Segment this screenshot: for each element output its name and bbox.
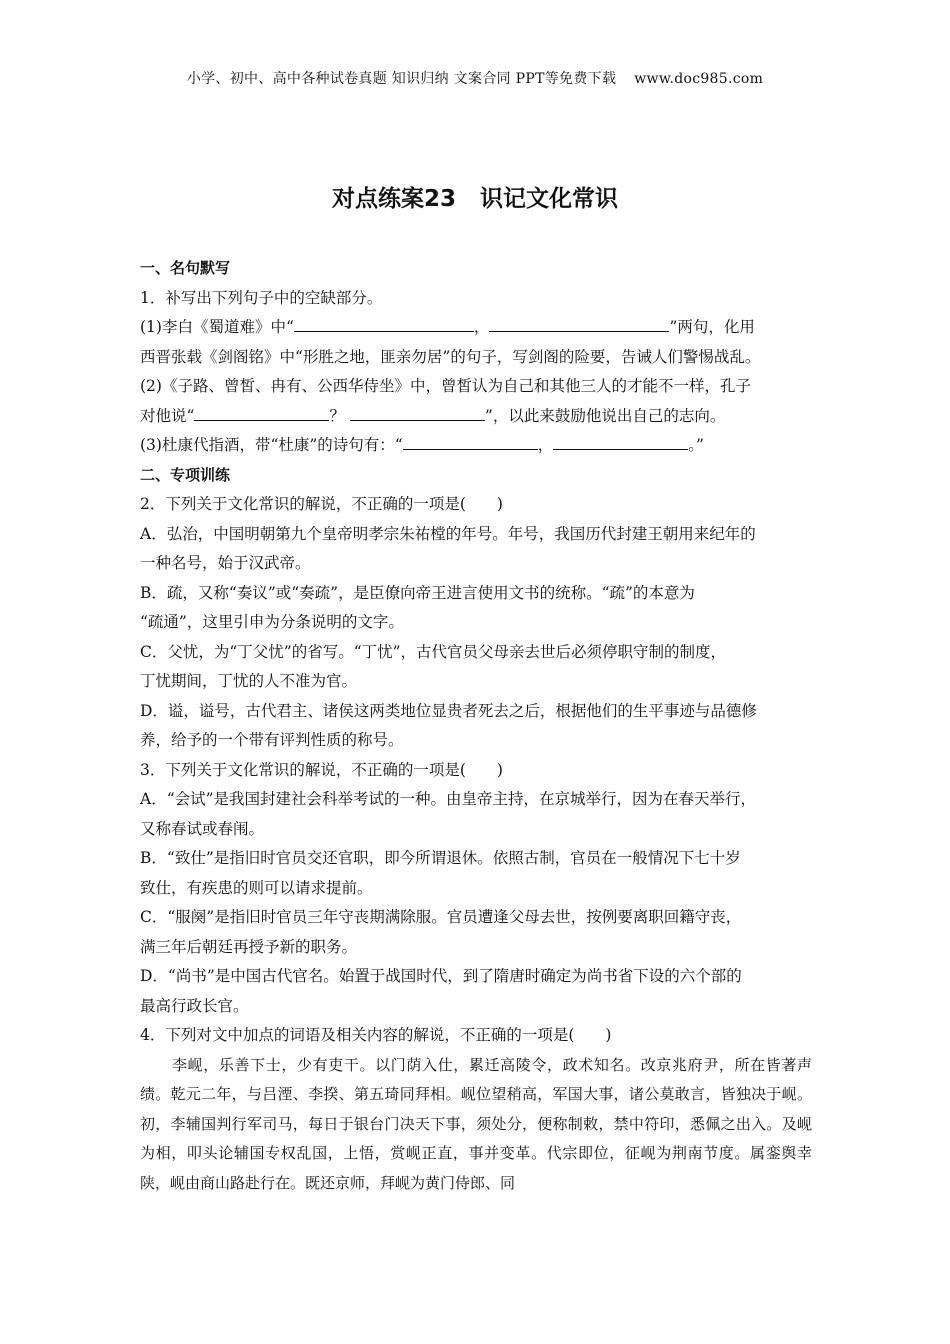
fill-blank[interactable] (294, 317, 474, 332)
section-heading: 二、专项训练 (140, 465, 231, 484)
option-line: 满三年后朝廷再授予新的职务。 (140, 937, 358, 956)
text-fragment: (1)李白《蜀道难》中“ (140, 318, 294, 336)
option-line: 最高行政长官。 (140, 996, 249, 1015)
text-fragment: (3)杜康代指酒，带“杜康”的诗句有：“ (140, 436, 403, 454)
fill-blank[interactable] (403, 435, 538, 450)
fill-blank[interactable] (194, 406, 329, 421)
question-stem: 3．下列关于文化常识的解说，不正确的一项是( ) (140, 760, 503, 779)
text-fragment: ”两句，化用 (669, 318, 755, 336)
option-line: D．谥，谥号，古代君主、诸侯这两类地位显贵者死去之后，根据他们的生平事迹与品德修 (140, 701, 757, 720)
section-heading: 一、名句默写 (140, 259, 231, 277)
fill-blank[interactable] (489, 317, 669, 332)
option-line: 又称春试或春闱。 (140, 819, 265, 838)
option-line: A．“会试”是我国封建社会科举考试的一种。由皇帝主持，在京城举行，因为在春天举行， (140, 790, 757, 808)
fill-blank[interactable] (350, 406, 485, 421)
document-body (140, 254, 812, 1198)
option-line: B．“致仕”是指旧时官员交还官职，即今所谓退休。依照古制，官员在一般情况下七十岁 (140, 849, 741, 867)
text-fragment: ？ (329, 406, 345, 425)
title-sub: 识记文化常识 (480, 186, 618, 212)
option-line: D．“尚书”是中国古代官名。始置于战国时代，到了隋唐时确定为尚书省下设的六个部的 (140, 967, 742, 985)
question-line (140, 402, 812, 432)
page-title (0, 180, 950, 213)
question-line (140, 431, 812, 461)
question-line: (2)《子路、曾皙、冉有、公西华侍坐》中，曾皙认为自己和其他三人的才能不一样，孔子 (140, 377, 751, 395)
text-fragment: 。” (688, 436, 704, 454)
page-header (0, 68, 950, 88)
text-fragment: 对他说“ (140, 406, 195, 425)
option-line: 丁忧期间，丁忧的人不准为官。 (140, 672, 358, 690)
option-line: A．弘治，中国明朝第九个皇帝明孝宗朱祐樘的年号。年号，我国历代封建王朝用来纪年的 (140, 524, 756, 543)
header-text: 小学、初中、高中各种试卷真题 知识归纳 文案合同 PPT等免费下载 (186, 71, 617, 87)
question-line: 西晋张载《剑阁铭》中“形胜之地，匪亲勿居”的句子，写剑阁的险要，告诫人们警惕战乱。 (140, 347, 761, 366)
title-main: 对点练案23 (331, 186, 456, 212)
option-line: 养，给予的一个带有评判性质的称号。 (140, 731, 404, 749)
option-line: B．疏，又称“奏议”或“奏疏”，是臣僚向帝王进言使用文书的统称。“疏”的本意为 (140, 583, 695, 602)
option-line: 一种名号，始于汉武帝。 (140, 554, 311, 572)
question-stem: 4．下列对文中加点的词语及相关内容的解说，不正确的一项是( ) (140, 1026, 612, 1044)
question-line (140, 313, 812, 343)
question-stem: 1．补写出下列句子中的空缺部分。 (140, 288, 383, 307)
option-line: 致仕，有疾患的则可以请求提前。 (140, 878, 373, 897)
header-site-link[interactable]: www.doc985.com (634, 71, 764, 87)
question-stem: 2．下列关于文化常识的解说，不正确的一项是( ) (140, 495, 503, 513)
option-line: “疏通”，这里引申为分条说明的文字。 (140, 613, 404, 631)
option-line: C．“服阕”是指旧时官员三年守丧期满除服。官员遭逢父母去世，按例要离职回籍守丧， (140, 908, 742, 926)
text-fragment: ， (473, 318, 490, 336)
option-line: C．父忧，为“丁父忧”的省写。“丁忧”，古代官员父母亲去世后必须停职守制的制度， (140, 642, 727, 661)
fill-blank[interactable] (553, 435, 688, 450)
text-fragment: ， (537, 436, 554, 454)
classical-passage: 李岘，乐善下士，少有吏干。以门荫入仕，累迁高陵令，政术知名。改京兆府尹，所在皆著声绩。乾元二年，与吕湮、李揆、第五琦同拜相。岘位望稍高，军国大事，诸公莫敢言，皆独决于岘。初，李辅国判行军司马，每日于银台门决天下事，须处分，便称制敕，禁中符印，悉佩之出入。及岘为相，叩头论辅国专权乱国，上悟，赏岘正直，事并变革。代宗即位，征岘为荆南节度。属銮舆幸陕，岘由商山路赴行在。既还京师，拜岘为黄门侍郎、同 (140, 1055, 812, 1192)
text-fragment: ”，以此来鼓励他说出自己的志向。 (484, 406, 726, 425)
